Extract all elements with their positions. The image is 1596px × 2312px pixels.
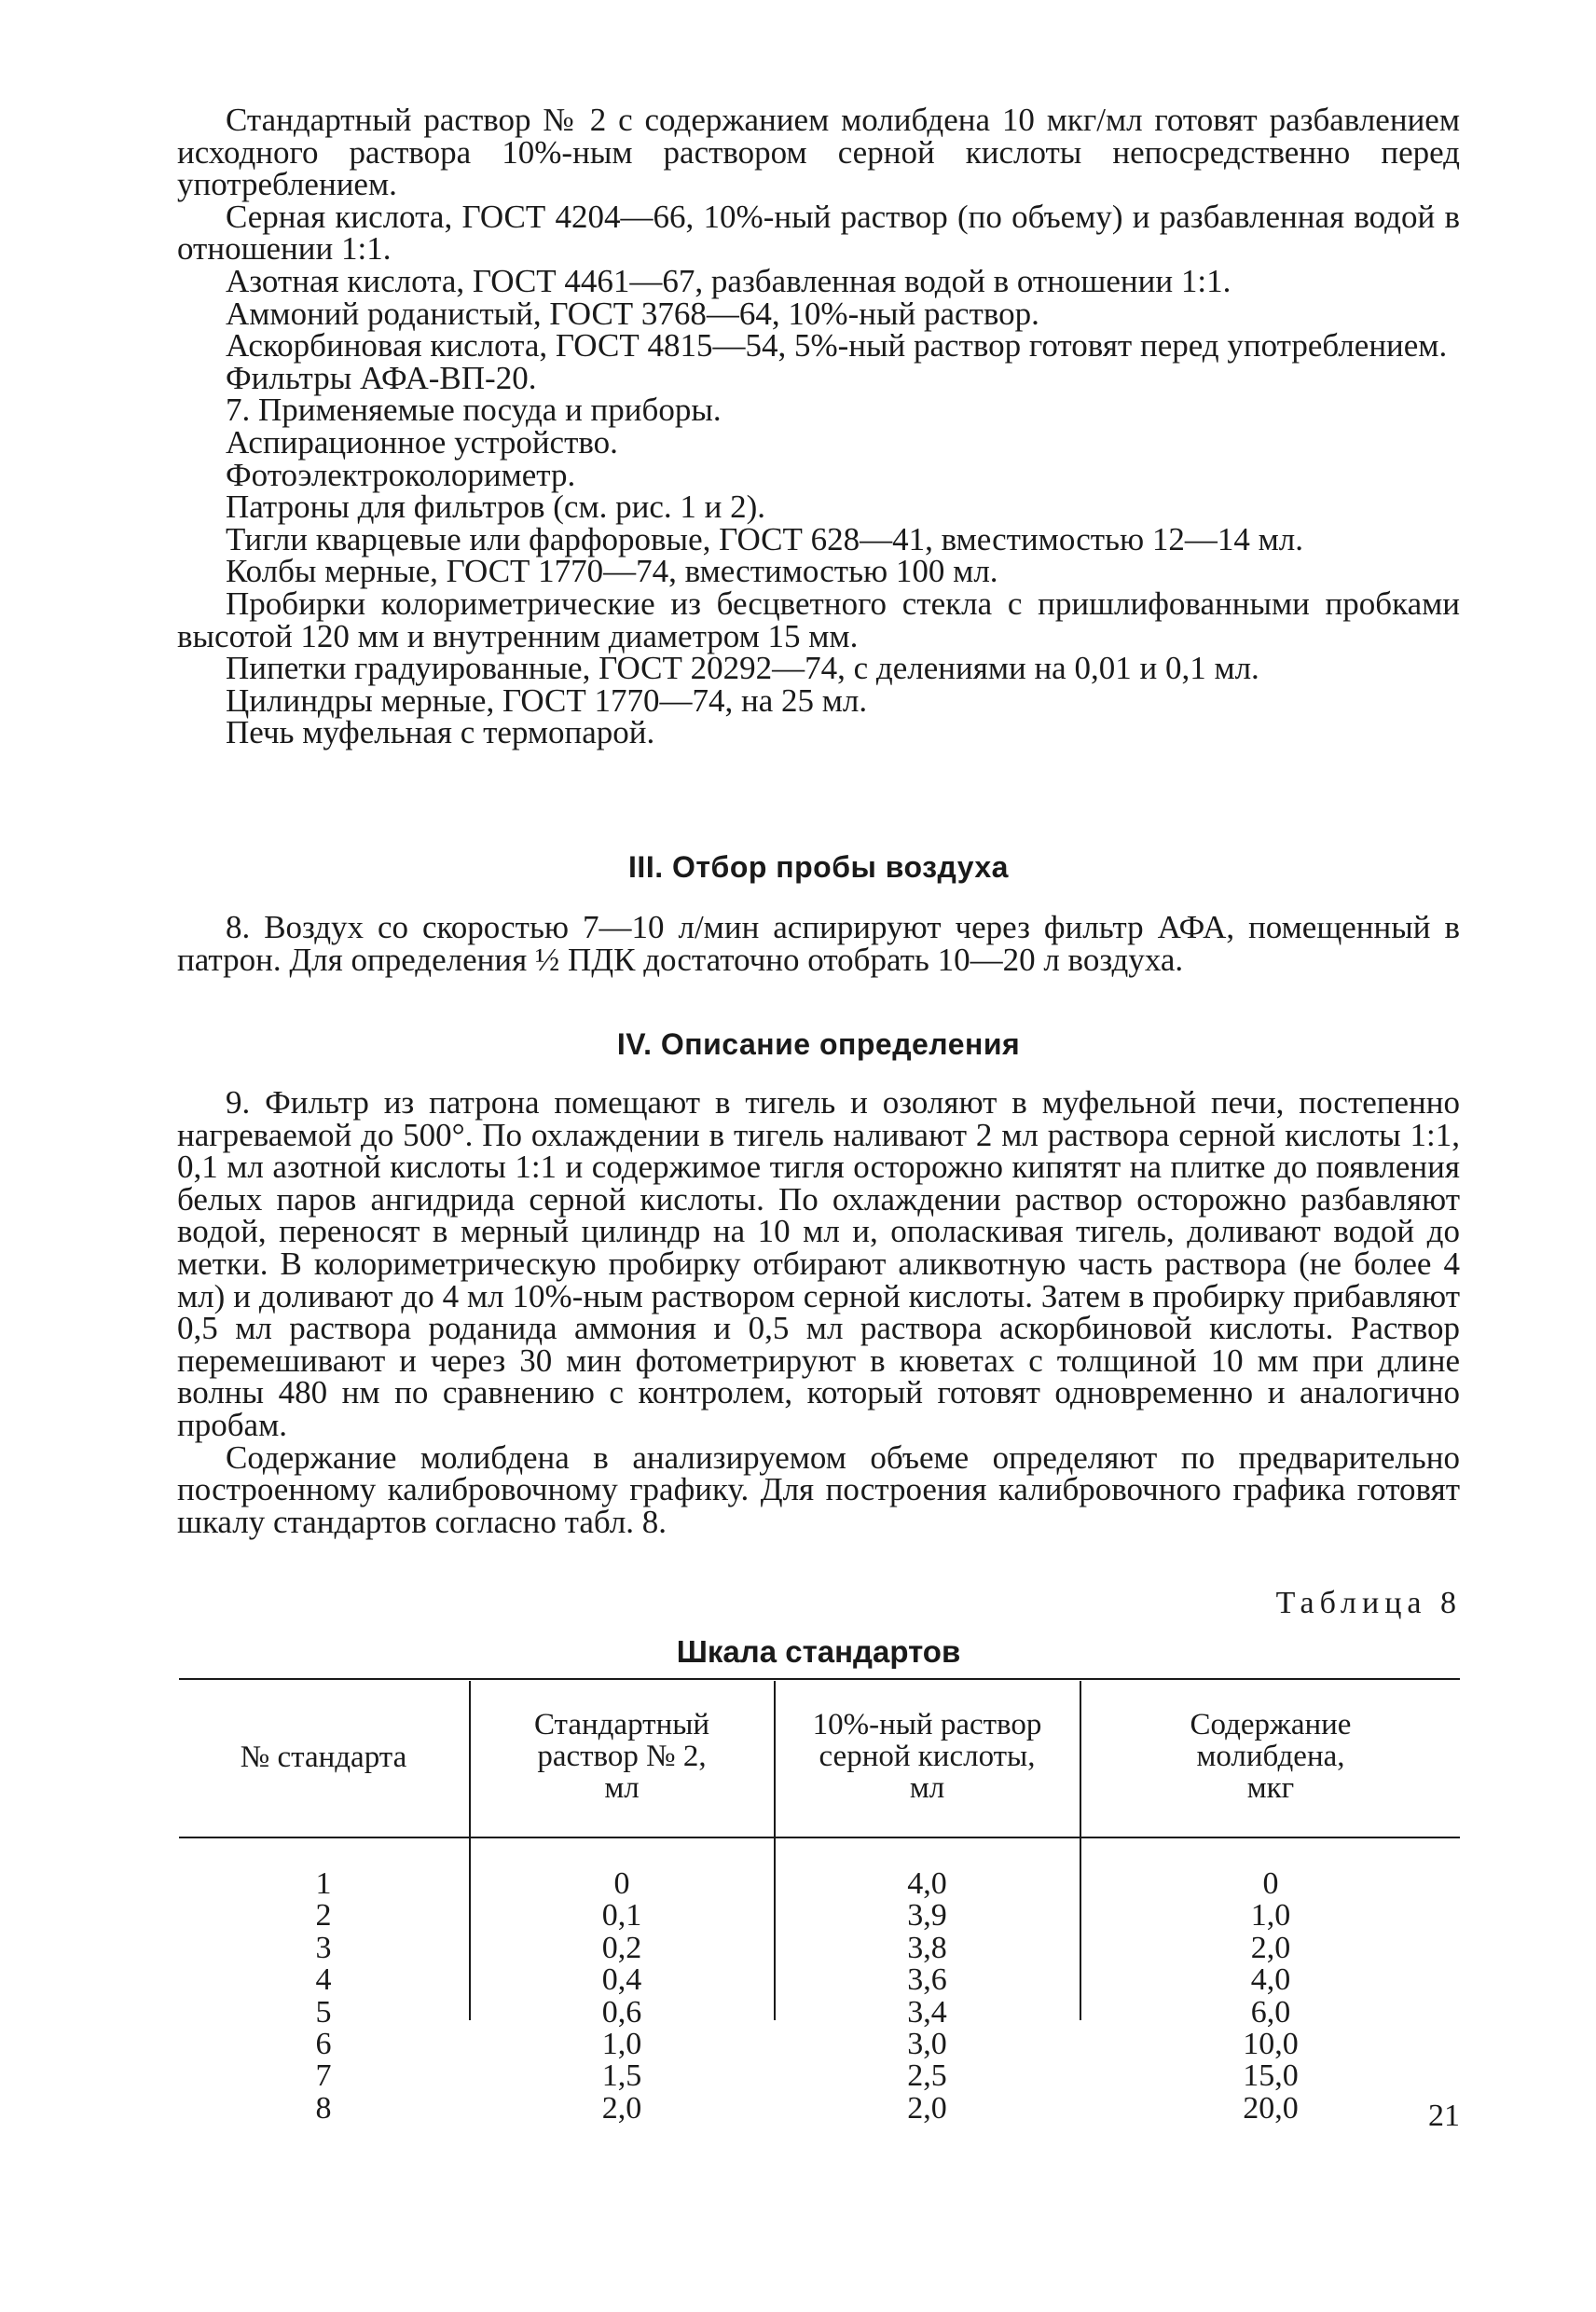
reagents-and-equipment-list xyxy=(177,104,1460,750)
table-cell: 2,0 xyxy=(601,2090,642,2126)
paragraph-test-tubes: Пробирки колориметрические из бесцветного стекла с пришлифованными пробками высотой 120 мм и внутренним диаметром 15 мм. xyxy=(177,585,1460,654)
table-cell: 7 xyxy=(315,2058,332,2094)
table-cell: 15,0 xyxy=(1243,2058,1299,2094)
table-cell: 2 xyxy=(315,1898,332,1934)
paragraph-filter-cartridges: Патроны для фильтров (см. рис. 1 и 2). xyxy=(226,489,765,526)
table-cell: 1,0 xyxy=(1250,1898,1291,1934)
paragraph-standard-solution-2: Стандартный раствор № 2 с содержанием молибдена 10 мкг/мл готовят разбавлением исходного раствора 10%-ным раствором серной кислоты непосредственно перед употреблением. xyxy=(177,102,1460,203)
table-cell: 6 xyxy=(315,2027,332,2062)
header-standard-solution-line-2: раствор № 2, xyxy=(537,1740,707,1773)
paragraph-pipettes: Пипетки градуированные, ГОСТ 20292—74, с делениями на 0,01 и 0,1 мл. xyxy=(226,650,1259,687)
paragraph-sulfuric-acid: Серная кислота, ГОСТ 4204—66, 10%-ный раствор (по объему) и разбавленная водой в отношении 1:1. xyxy=(177,198,1460,268)
table-cell: 4,0 xyxy=(1250,1962,1291,1998)
table-cell: 2,0 xyxy=(1250,1930,1291,1965)
column-sulfuric-acid xyxy=(776,1868,1079,2125)
paragraph-cylinders: Цилиндры мерные, ГОСТ 1770—74, на 25 мл. xyxy=(226,681,868,719)
paragraph-crucibles: Тигли кварцевые или фарфоровые, ГОСТ 628—41, вместимостью 12—14 мл. xyxy=(226,520,1304,557)
paragraph-procedure: 9. Фильтр из патрона помещают в тигель и озоляют в муфельной печи, постепенно нагреваемой до 500°. По охлаждении в тигель наливают 2 мл раствора серной кислоты 1:1, 0,1 мл азотной кислоты 1:1 и содержимое тигля осторожно кипятят на плитке до появления белых паров ангидрида серной кислоты. По охлаждении раствор осторожно разбавляют водой, переносят в мерный цилиндр на 10 мл и, ополаскивая тигель, доливают водой до метки. В колориметрическую пробирку отбирают аликвотную часть раствора (не более 4 мл) и доливают до 4 мл 10%-ным раствором серной кислоты. Затем в пробирку прибавляют 0,5 мл раствора роданида аммония и 0,5 мл раствора аскорбиновой кислоты. Раствор перемешивают и через 30 мин фотометрируют в кюветах с толщиной 10 мм при длине волны 480 нм по сравнению с контролем, который готовят одновременно и аналогично пробам. xyxy=(177,1084,1460,1443)
table-cell: 3,4 xyxy=(907,1994,947,2030)
table-cell: 6,0 xyxy=(1250,1994,1291,2030)
header-sulfuric-acid-line-1: 10%-ный раствор xyxy=(812,1708,1042,1741)
header-standard-solution xyxy=(471,1709,773,1804)
table-cell: 0 xyxy=(613,1866,630,1901)
table-cell: 3,9 xyxy=(907,1898,947,1934)
table-top-rule xyxy=(179,1678,1460,1680)
paragraph-flasks: Колбы мерные, ГОСТ 1770—74, вместимостью 100 мл. xyxy=(226,553,998,590)
table-cell: 0,4 xyxy=(601,1962,642,1998)
header-molybdenum-line-1: Содержание xyxy=(1190,1708,1352,1741)
table-cell: 2,0 xyxy=(907,2090,947,2126)
header-molybdenum-line-2: молибдена, xyxy=(1196,1740,1345,1773)
section-4-body xyxy=(177,1084,1460,1540)
header-molybdenum-line-3: мкг xyxy=(1246,1771,1295,1805)
paragraph-item-7: 7. Применяемые посуда и приборы. xyxy=(226,392,722,429)
table-cell: 8 xyxy=(315,2090,332,2126)
table-cell: 0,6 xyxy=(601,1994,642,2030)
column-molybdenum-content xyxy=(1081,1868,1460,2125)
table-cell: 20,0 xyxy=(1243,2090,1299,2126)
table-cell: 3,6 xyxy=(907,1962,947,1998)
table-cell: 10,0 xyxy=(1243,2027,1299,2062)
section-3-body xyxy=(177,909,1460,978)
table-cell: 3,8 xyxy=(907,1930,947,1965)
table-cell: 2,5 xyxy=(907,2058,947,2094)
section-4-heading: IV. Описание определения xyxy=(616,1027,1021,1061)
table-cell: 5 xyxy=(315,1994,332,2030)
page-number: 21 xyxy=(1428,2099,1460,2133)
table-cell: 1 xyxy=(315,1866,332,1901)
header-molybdenum-content xyxy=(1081,1709,1460,1804)
table-cell: 4 xyxy=(315,1962,332,1998)
header-standard-solution-line-1: Стандартный xyxy=(533,1708,710,1741)
column-standard-number xyxy=(179,1868,468,2125)
table-label: Таблица 8 xyxy=(1275,1586,1462,1620)
header-standard-number xyxy=(179,1741,468,1773)
paragraph-aspiration-device: Аспирационное устройство. xyxy=(226,423,618,461)
table-cell: 0 xyxy=(1262,1866,1279,1901)
paragraph-ascorbic-acid: Аскорбиновая кислота, ГОСТ 4815—54, 5%-ный раствор готовят перед употреблением. xyxy=(226,327,1448,365)
header-sulfuric-acid-line-2: серной кислоты, xyxy=(819,1740,1036,1773)
table-header-rule xyxy=(179,1837,1460,1838)
paragraph-ammonium-thiocyanate: Аммоний роданистый, ГОСТ 3768—64, 10%-ный раствор. xyxy=(226,295,1039,332)
table-cell: 0,1 xyxy=(601,1898,642,1934)
column-standard-solution xyxy=(471,1868,773,2125)
paragraph-filters: Фильтры АФА-ВП-20. xyxy=(226,359,537,396)
header-sulfuric-acid-line-3: мл xyxy=(909,1771,945,1805)
table-cell: 4,0 xyxy=(907,1866,947,1901)
table-cell: 3,0 xyxy=(907,2027,947,2062)
header-standard-solution-line-3: мл xyxy=(604,1771,640,1805)
table-cell: 1,0 xyxy=(601,2027,642,2062)
paragraph-photocolorimeter: Фотоэлектроколориметр. xyxy=(226,456,576,493)
section-3-heading: III. Отбор пробы воздуха xyxy=(628,850,1009,884)
table-cell: 3 xyxy=(315,1930,332,1965)
paragraph-nitric-acid: Азотная кислота, ГОСТ 4461—67, разбавленная водой в отношении 1:1. xyxy=(226,262,1231,299)
header-standard-number-line-1: № стандарта xyxy=(240,1741,407,1774)
paragraph-muffle-furnace: Печь муфельная с термопарой. xyxy=(226,714,655,751)
paragraph-calibration: Содержание молибдена в анализируемом объеме определяют по предварительно построенному калибровочному графику. Для построения калибровочного графика готовят шкалу стандартов согласно табл. 8. xyxy=(177,1438,1460,1540)
table-title: Шкала стандартов xyxy=(676,1634,961,1669)
header-sulfuric-acid xyxy=(776,1709,1079,1804)
paragraph-air-sampling: 8. Воздух со скоростью 7—10 л/мин аспирируют через фильтр АФА, помещенный в патрон. Для определения ½ ПДК достаточно отобрать 10—20 л воздуха. xyxy=(177,909,1460,978)
table-cell: 0,2 xyxy=(601,1930,642,1965)
table-cell: 1,5 xyxy=(601,2058,642,2094)
